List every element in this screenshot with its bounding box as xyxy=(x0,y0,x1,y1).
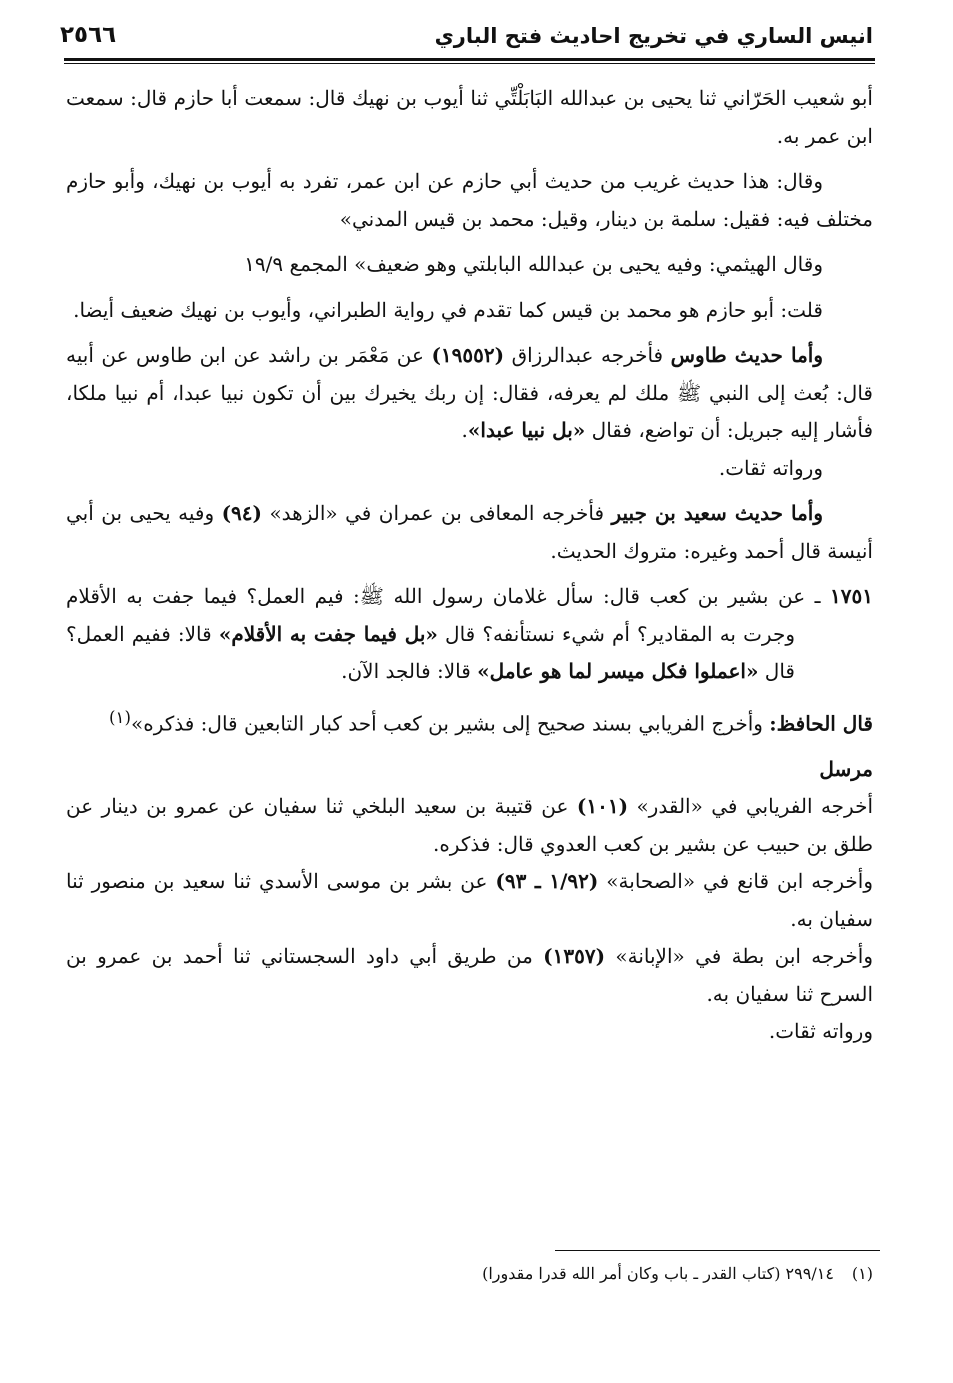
running-header xyxy=(60,22,873,56)
hafiz-label: قال الحافظ: xyxy=(769,711,873,736)
paragraph-10: وأخرجه ابن قانع في «الصحابة» (١/٩٢ ـ ٩٣) عن بشر بن موسى الأسدي ثنا سعيد بن منصور ثنا سفيان به. xyxy=(66,869,873,931)
hadith-number: ١٧٥١ xyxy=(830,584,873,608)
paragraph-11: وأخرجه ابن بطة في «الإبانة» (١٣٥٧) من طريق أبي داود السجستاني ثنا أحمد بن عمرو بن السرح ثنا سفيان به. xyxy=(66,944,873,1006)
footnote-text: ٢٩٩/١٤ (كتاب القدر ـ باب وكان أمر الله قدرا مقدورا) xyxy=(482,1264,834,1283)
paragraph-4: قلت: أبو حازم هو محمد بن قيس كما تقدم في رواية الطبراني، وأيوب بن نهيك ضعيف أيضا. xyxy=(73,297,823,322)
hadith-quote: «بل فيما جفت به الأقلام» xyxy=(218,621,438,646)
footnote-ref: (١) xyxy=(109,707,131,727)
page-number: ٢٥٦٦ xyxy=(60,22,117,48)
paragraph-9: أخرجه الفريابي في «القدر» (١٠١) عن قتيبة بن سعيد البلخي ثنا سفيان عن عمرو بن دينار عن طلق بن حبيب عن بشير بن كعب العدوي قال: فذكره. xyxy=(66,794,873,856)
section-lead: وأما حديث طاوس xyxy=(670,343,823,367)
paragraph-2: وقال: هذا حديث غريب من حديث أبي حازم عن ابن عمر، تفرد به أيوب بن نهيك، وأبو حازم مختلف فيه: فقيل: سلمة بن دينار، وقيل: محمد بن قيس المدني» xyxy=(66,169,873,231)
hadith-entry: ١٧٥١ ـ عن بشير بن كعب قال: سأل غلامان رسول الله ﷺ: فيم العمل؟ فيما جفت به الأقلام وجرت به المقادير؟ أم شيء نستأنفه؟ قال «بل فيما جفت به الأقلام» قالا: ففيم العمل؟ قال «اعملوا فكل ميسر لما هو عامل» قالا: فالجد الآن. xyxy=(66,584,873,683)
footnote-number: (١) xyxy=(851,1264,873,1283)
paragraph-1: أبو شعيب الحَرّاني ثنا يحيى بن عبدالله البَابَلْتِّي ثنا أيوب بن نهيك قال: سمعت أبا حازم قال: سمعت ابن عمر به. xyxy=(66,86,873,148)
hadith-quote: «بل نبيا عبدا» xyxy=(467,418,586,442)
hadith-quote: «اعملوا فكل ميسر لما هو عامل» xyxy=(477,659,759,683)
paragraph-12: ورواته ثقات. xyxy=(768,1019,873,1044)
footnote xyxy=(66,1262,873,1286)
main-text xyxy=(66,80,873,1051)
section-lead: وأما حديث سعيد بن جبير xyxy=(611,501,824,525)
paragraph-8: قال الحافظ: وأخرج الفريابي بسند صحيح إلى بشير بن كعب أحد كبار التابعين قال: فذكره»$^{(١)}$ xyxy=(109,707,873,736)
footnote-rule xyxy=(555,1250,880,1251)
header-rule-thin xyxy=(64,63,875,64)
book-title: انيس الساري في تخريج احاديث فتح الباري xyxy=(434,24,873,48)
paragraph-7: وأما حديث سعيد بن جبير فأخرجه المعافى بن عمران في «الزهد» (٩٤) وفيه يحيى بن أبي أنيسة قال أحمد وغيره: متروك الحديث. xyxy=(66,501,873,563)
paragraph-3: وقال الهيثمي: وفيه يحيى بن عبدالله البابلتي وهو ضعيف» المجمع ١٩/٩ xyxy=(244,252,823,276)
mursal-heading: مرسل xyxy=(819,756,873,781)
paragraph-6: ورواته ثقات. xyxy=(718,455,823,480)
paragraph-5: وأما حديث طاوس فأخرجه عبدالرزاق (١٩٥٥٢) عن مَعْمَر بن راشد عن ابن طاوس عن أبيه قال: بُعث إلى النبي ﷺ ملك لم يعرفه، فقال: إن ربك يخيرك بين أن تكون نبيا عبدا، أم نبيا ملكا، فأشار إليه جبريل: أن تواضع، فقال «بل نبيا عبدا». xyxy=(66,343,873,442)
header-rule xyxy=(64,58,875,61)
